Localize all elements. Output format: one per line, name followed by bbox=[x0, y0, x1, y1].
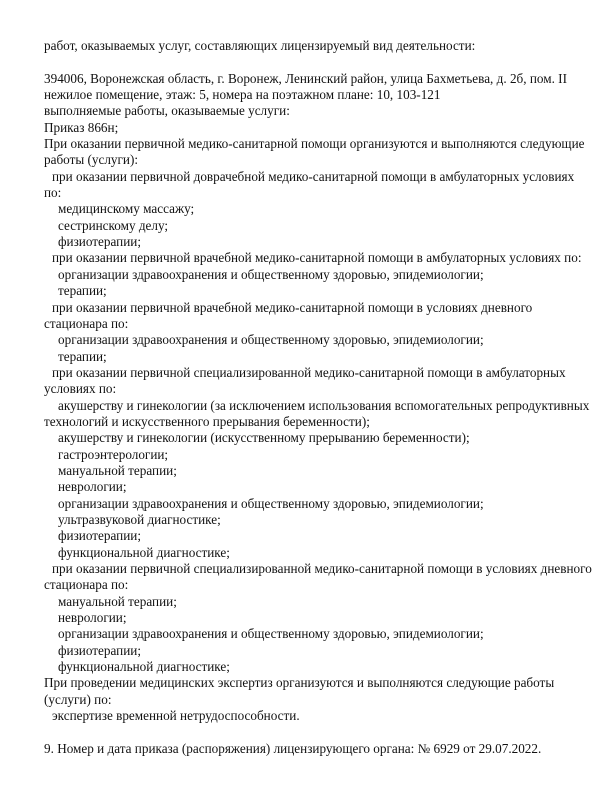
list-item: терапии; bbox=[58, 283, 107, 299]
list-item: При оказании первичной медико-санитарной помощи организуются и выполняются следующие работы (услуги): bbox=[44, 136, 585, 168]
list-item: мануальной терапии; bbox=[58, 462, 177, 478]
list-item: мануальной терапии; bbox=[58, 593, 177, 609]
list-item: при оказании первичной врачебной медико-санитарной помощи в амбулаторных условиях по: bbox=[52, 250, 582, 266]
services-list bbox=[44, 103, 592, 724]
list-item: при оказании первичной доврачебной медико-санитарной помощи в амбулаторных условиях по: bbox=[44, 168, 575, 201]
list-item: неврологии; bbox=[58, 479, 127, 495]
list-item: ультразвуковой диагностике; bbox=[58, 511, 221, 527]
list-item: физиотерапии; bbox=[58, 642, 142, 658]
list-item: физиотерапии; bbox=[58, 528, 142, 544]
document-page bbox=[44, 38, 592, 757]
list-item: функциональной диагностике; bbox=[58, 659, 230, 675]
list-item: организации здравоохранения и общественному здоровью, эпидемиологии; bbox=[58, 266, 484, 282]
spacer bbox=[44, 54, 592, 70]
list-item: выполняемые работы, оказываемые услуги: bbox=[44, 103, 290, 119]
list-item: сестринскому делу; bbox=[58, 217, 169, 233]
list-item: акушерству и гинекологии (за исключением использования вспомогательных репродуктивных технологий и искусственного прерывания беременности); bbox=[44, 397, 590, 429]
list-item: акушерству и гинекологии (искусственному прерыванию беременности); bbox=[58, 430, 470, 446]
list-item: При проведении медицинских экспертиз организуются и выполняются следующие работы (услуги) по: bbox=[44, 675, 555, 707]
address-text: 394006, Воронежская область, г. Воронеж, Ленинский район, улица Бахметьева, д. 2б, пом. II нежилое помещение, этаж: 5, номера на поэтажном плане: 10, 103-121 bbox=[44, 70, 567, 103]
list-item: физиотерапии; bbox=[58, 234, 142, 250]
list-item: неврологии; bbox=[58, 610, 127, 626]
spacer bbox=[44, 724, 592, 740]
list-item: Приказ 866н; bbox=[44, 119, 119, 135]
list-item: экспертизе временной нетрудоспособности. bbox=[52, 708, 300, 724]
list-item: организации здравоохранения и общественному здоровью, эпидемиологии; bbox=[58, 495, 484, 511]
order-number-text: 9. Номер и дата приказа (распоряжения) лицензирующего органа: № 6929 от 29.07.2022. bbox=[44, 740, 542, 756]
list-item: медицинскому массажу; bbox=[58, 201, 195, 217]
list-item: при оказании первичной специализированной медико-санитарной помощи в условиях дневного стационара по: bbox=[44, 561, 592, 593]
list-item: при оказании первичной специализированной медико-санитарной помощи в амбулаторных условиях по: bbox=[44, 364, 566, 397]
list-item: гастроэнтерологии; bbox=[58, 446, 169, 462]
list-item: организации здравоохранения и общественному здоровью, эпидемиологии; bbox=[58, 332, 484, 348]
list-item: терапии; bbox=[58, 348, 107, 364]
intro-text: работ, оказываемых услуг, составляющих лицензируемый вид деятельности: bbox=[44, 38, 476, 53]
list-item: организации здравоохранения и общественному здоровью, эпидемиологии; bbox=[58, 626, 484, 642]
list-item: при оказании первичной врачебной медико-санитарной помощи в условиях дневного стационара по: bbox=[44, 299, 533, 331]
list-item: функциональной диагностике; bbox=[58, 544, 230, 560]
